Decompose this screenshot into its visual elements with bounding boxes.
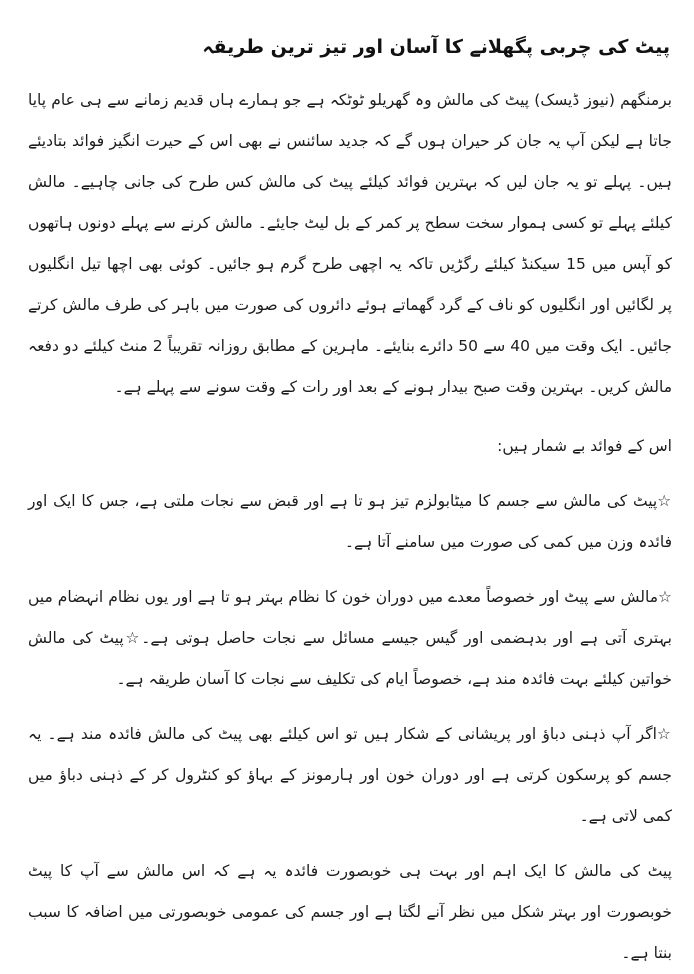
benefit-2b-text: پیٹ کی مالش خواتین کیلئے بہت فائدہ مند ہے، خصوصاً ایام کی تکلیف سے نجات کا آسان طریقہ ہے۔ [28, 629, 672, 688]
benefit-paragraph-2 [28, 577, 672, 700]
benefit-paragraph-3 [28, 714, 672, 837]
benefit-paragraph-1 [28, 481, 672, 563]
intro-paragraph: برمنگھم (نیوز ڈیسک) پیٹ کی مالش وہ گھریلو ٹوٹکہ ہے جو ہمارے ہاں قدیم زمانے سے ہی عام پایا جاتا ہے لیکن آپ یہ جان کر حیران ہوں گے کہ جدید سائنس نے بھی اس کے حیرت انگیز فوائد بتادیئے ہیں۔ پہلے تو یہ جان لیں کہ بہترین فوائد کیلئے پیٹ کی مالش کس طرح کی جانی چاہیے۔ مالش کیلئے پہلے تو کسی ہموار سخت سطح پر کمر کے بل لیٹ جایئے۔ مالش کرنے سے پہلے دونوں ہاتھوں کو آپس میں 15 سیکنڈ کیلئے رگڑیں تاکہ یہ اچھی طرح گرم ہو جائیں۔ کوئی بھی اچھا تیل انگلیوں پر لگائیں اور انگلیوں کو ناف کے گرد گھماتے ہوئے دائروں کی صورت میں باہر کی طرف مالش کرتے جائیں۔ ایک وقت میں 40 سے 50 دائرے بنایئے۔ ماہرین کے مطابق روزانہ تقریباً 2 منٹ کیلئے دو دفعہ مالش کریں۔ بہترین وقت صبح بیدار ہونے کے بعد اور رات کے وقت سونے سے پہلے ہے۔ [28, 91, 672, 396]
benefits-subheading: اس کے فوائد بے شمار ہیں: [497, 437, 672, 455]
star-icon [657, 725, 672, 743]
benefit-2a-text: مالش سے پیٹ اور خصوصاً معدے میں دوران خون کا نظام بہتر ہو تا ہے اور یوں نظام انہضام میں بہتری آتی ہے اور بدہضمی اور گیس جیسے مسائل سے نجات حاصل ہوتی ہے۔ [28, 588, 672, 647]
star-icon [657, 492, 672, 510]
star-icon [658, 588, 672, 606]
article-title: پیٹ کی چربی پگھلانے کا آسان اور تیز ترین طریقہ [202, 36, 670, 58]
closing-paragraph: پیٹ کی مالش کا ایک اہم اور بہت ہی خوبصورت فائدہ یہ ہے کہ اس مالش سے آپ کا پیٹ خوبصورت اور بہتر شکل میں نظر آنے لگتا ہے اور جسم کی عمومی خوبصورتی میں اضافہ کا سبب بنتا ہے۔ [28, 862, 672, 962]
star-icon [124, 629, 142, 647]
benefit-3-text: اگر آپ ذہنی دباؤ اور پریشانی کے شکار ہیں تو اس کیلئے بھی پیٹ کی مالش فائدہ مند ہے۔ یہ جسم کو پرسکون کرتی ہے اور دوران خون اور ہارمونز کے بہاؤ کو کنٹرول کر کے ذہنی دباؤ میں کمی لاتی ہے۔ [28, 725, 672, 825]
benefit-1-text: پیٹ کی مالش سے جسم کا میٹابولزم تیز ہو تا ہے اور قبض سے نجات ملتی ہے، جس کا ایک اور فائدہ وزن میں کمی کی صورت میں سامنے آتا ہے۔ [28, 492, 672, 551]
